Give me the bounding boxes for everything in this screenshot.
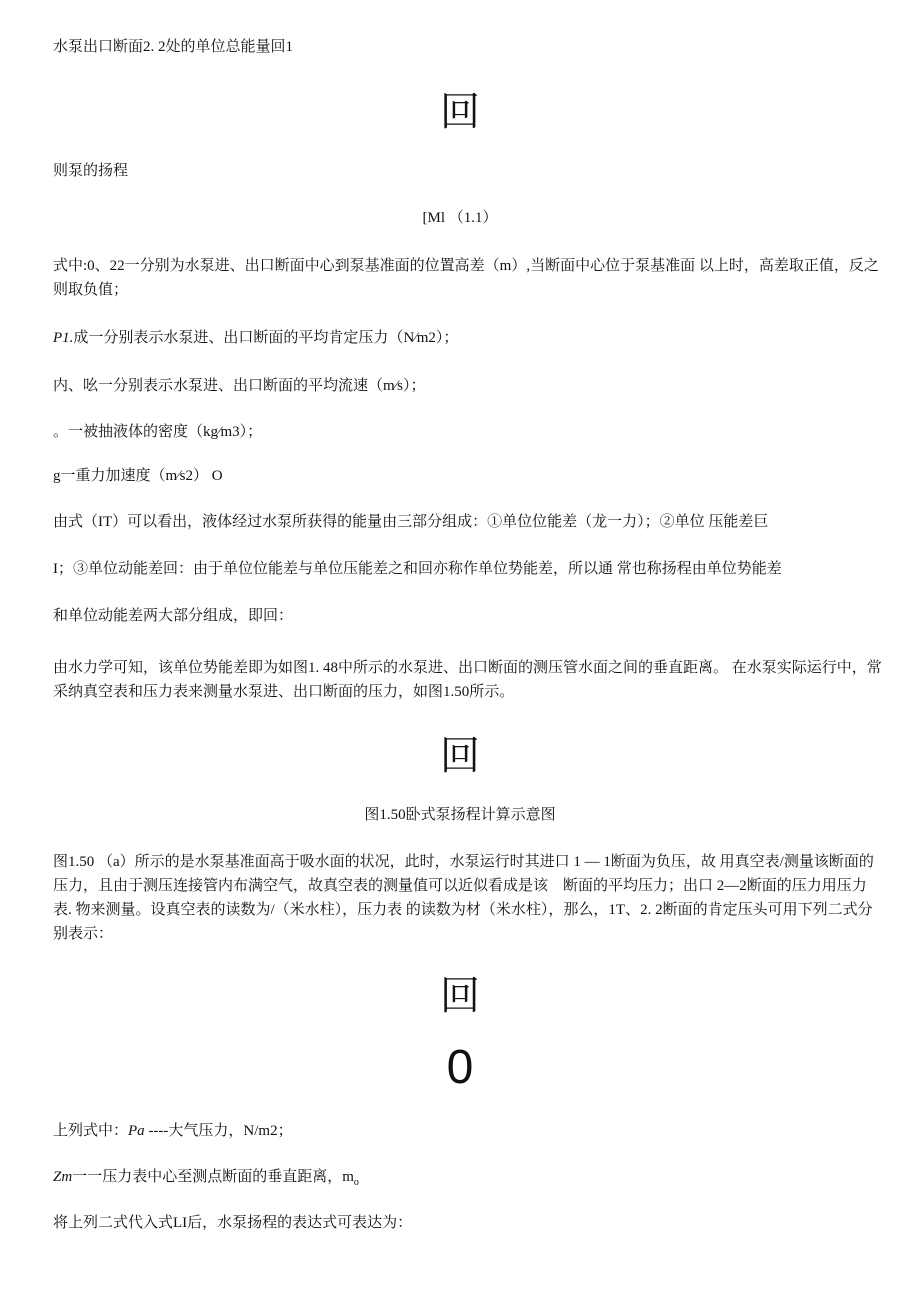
paragraph-energy-parts-2: I；③单位动能差回：由于单位位能差与单位压能差之和回亦称作单位势能差，所以通 常也称扬程由单位势能差 xyxy=(53,561,782,577)
paragraph-hydraulics: 由水力学可知，该单位势能差即为如图1. 48中所示的水泵进、出口断面的测压管水面之间的垂直距离。 在水泵实际运行中，常采纳真空表和压力表来测量水泵进、出口断面的压力，如图1.50所示。 xyxy=(53,660,882,700)
paragraph-substitution: 将上列二式代入式LI后，水泵扬程的表达式可表达为： xyxy=(53,1215,413,1231)
figure-caption: 图1.50卧式泵扬程计算示意图 xyxy=(364,807,556,823)
paragraph-energy-parts-1: 由式（IT）可以看出，液体经过水泵所获得的能量由三部分组成：①单位位能差（龙一力）；②单位 压能差巨 xyxy=(53,514,769,530)
equation-1-1: [Ml （1.1） xyxy=(422,210,498,226)
equation-placeholder: 回 xyxy=(440,89,480,135)
text: 成一分别表示水泵进、出口断面的平均肯定压力（N⁄m2）； xyxy=(73,330,459,346)
symbol: Pa xyxy=(128,1123,145,1139)
text: 一一压力表中心至测点断面的垂直距离，m xyxy=(72,1169,354,1185)
paragraph-pump-head: 则泵的扬程 xyxy=(53,163,129,179)
equation-placeholder: 回 xyxy=(440,973,480,1019)
paragraph-outlet-energy: 水泵出口断面2. 2处的单位总能量回1 xyxy=(53,39,294,55)
subscript: o xyxy=(353,1177,359,1188)
paragraph-energy-parts-3: 和单位动能差两大部分组成，即回： xyxy=(53,608,294,624)
paragraph-zm xyxy=(53,1165,883,1195)
paragraph-definition-g: g一重力加速度（m⁄s2） O xyxy=(53,468,223,484)
figure-placeholder: 回 xyxy=(440,733,480,779)
paragraph-definition-p xyxy=(53,326,883,350)
paragraph-pa xyxy=(53,1119,883,1143)
text: 上列式中： xyxy=(53,1123,129,1139)
symbol: P1. xyxy=(53,330,74,346)
text: ----大气压力，N/m2； xyxy=(144,1123,293,1139)
symbol: Zm xyxy=(53,1169,73,1185)
equation-placeholder-zero: 0 xyxy=(446,1041,474,1094)
paragraph-definition-z: 式中:0、22一分别为水泵进、出口断面中心到泵基准面的位置高差（m）,当断面中心位于泵基准面 以上时，高差取正值，反之则取负值； xyxy=(53,258,879,298)
paragraph-definition-rho: 。一被抽液体的密度（kg⁄m3）； xyxy=(53,424,263,440)
paragraph-figure-description: 图1.50 （a）所示的是水泵基准面高于吸水面的状况，此时，水泵运行时其进口 1 — 1断面为负压，故 用真空表/测量该断面的压力，且由于测压连接管内布满空气，故真空表的测量值可以近似看成是该 断面的平均压力；出口 2—2断面的压力用压力表. 物来测量。设真空表的读数为/（米水柱），压力表 的读数为材（米水柱），那么，1T、2. 2断面的肯定压头可用下列二式分别表示： xyxy=(53,854,874,942)
paragraph-definition-v: 内、吆一分别表示水泵进、出口断面的平均流速（m⁄s）； xyxy=(53,378,426,394)
